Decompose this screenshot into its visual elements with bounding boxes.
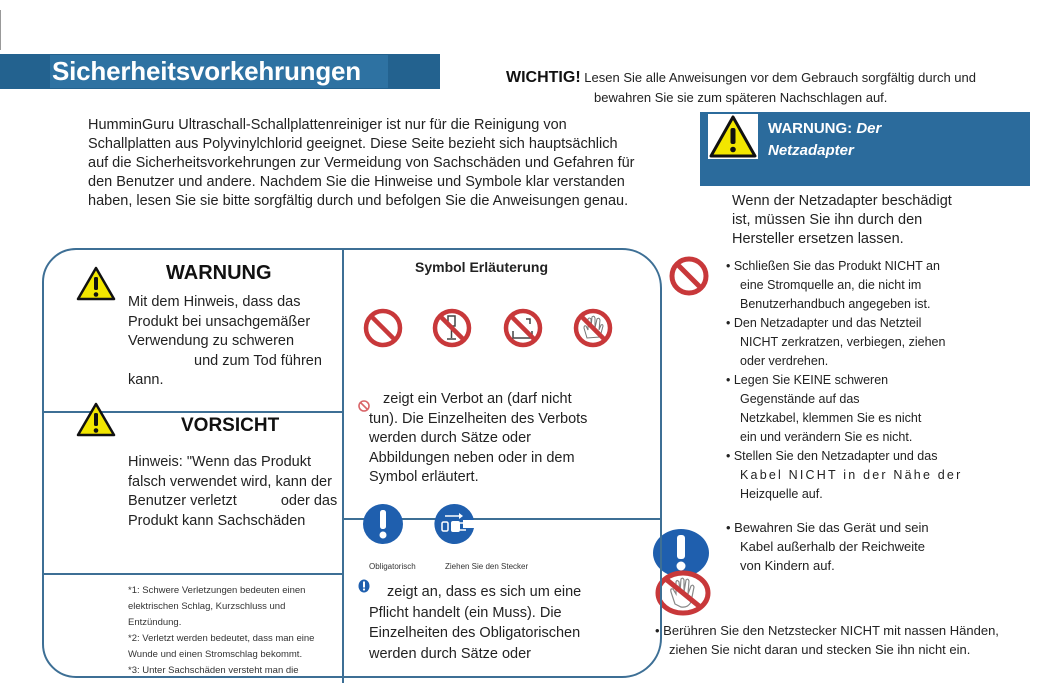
bullet-text: Heizquelle auf. [740,487,823,501]
text-line: oder das [280,493,338,509]
symbol-explanation-title: Symbol Erläuterung [415,259,549,275]
text-line: Symbol erläutert. [369,469,479,485]
footnote-line: *1: Schwere Verletzungen bedeuten einen [128,585,306,596]
text-line: Verwendung zu schweren [128,333,295,349]
intro-line: haben, lesen Sie sie bitte sorgfältig durch und befolgen Sie die Anweisungen genau. [88,193,629,209]
bullet-text: • Berühren Sie den Netzstecker NICHT mit nassen Händen, [655,623,999,638]
mandatory-icon [362,503,404,545]
unplug-icon [433,503,475,545]
important-line-1: Lesen Sie alle Anweisungen vor dem Gebrauch sorgfältig durch und [584,70,976,85]
mandatory-label: Obligatorisch [369,562,416,571]
bullet-text: • Schließen Sie das Produkt NICHT an [726,259,940,273]
text-line: Benutzer verletzt [128,493,237,509]
important-label: WICHTIG! [506,69,581,86]
intro-line: den Benutzer und andere. Nachdem Sie die Hinweise und Symbole klar verstanden [88,174,625,190]
no-disassembly-icon [431,307,473,349]
text-line: zeigt an, dass es sich um eine [387,584,582,600]
bullet-text: • Stellen Sie den Netzadapter und das [726,449,938,463]
prohibited-icon [362,307,404,349]
text-line: Wenn der Netzadapter beschädigt [732,193,952,209]
important-line-2: bewahren Sie sie zum späteren Nachschlagen auf. [594,90,888,105]
bullet-text: Benutzerhandbuch angegeben ist. [740,297,931,311]
bullet-text: • Bewahren Sie das Gerät und sein [726,520,929,535]
text-line: kann. [128,372,164,388]
bullet-text: ein und verändern Sie es nicht. [740,430,913,444]
adapter-warning-box [700,112,1030,186]
footnote-line: elektrischen Schlag, Kurzschluss und [128,601,286,612]
page-edge [0,10,1,50]
prohibited-icon [668,255,710,297]
bullet-text: Kabel NICHT in der Nähe der [740,468,963,482]
adapter-bullets-1 [726,257,962,504]
prohibition-explanation [369,390,587,488]
bullet-text: oder verdrehen. [740,354,829,368]
bullet-text: • Legen Sie KEINE schweren [726,373,889,387]
intro-line: HumminGuru Ultraschall-Schallplattenreiniger ist nur für die Reinigung von [88,117,567,133]
text-line: Hersteller ersetzen lassen. [732,231,904,247]
warnung-title: WARNUNG [166,262,272,284]
intro-line: Schallplatten aus Polyvinylchlorid geeignet. Diese Seite bezieht sich hauptsächlich [88,136,618,152]
text-line: werden durch Sätze oder [369,645,532,662]
bullet-text: von Kindern auf. [740,558,835,573]
footnote-line: Wunde und einen Stromschlag bekommt. [128,649,303,660]
adapter-warning-title-italic: Der [856,120,882,137]
bullet-text: Kabel außerhalb der Reichweite [740,539,925,554]
no-touch-icon [655,570,711,616]
text-line: Abbildungen neben oder in dem [369,449,575,466]
adapter-warning-title-italic: Netzadapter [768,142,854,159]
bullet-text: ziehen Sie nicht daran und stecken Sie ihn nicht ein. [669,642,971,657]
unplug-label: Ziehen Sie den Stecker [445,562,529,571]
vorsicht-text [128,453,337,531]
text-line: Pflicht handelt (ein Muss). Die [369,604,562,621]
text-line: ist, müssen Sie ihn durch den [732,212,923,228]
intro-paragraph [88,116,708,211]
text-line: Produkt kann Sachschäden [128,512,306,529]
panel-divider-vertical [342,249,344,683]
warnung-text [128,293,322,391]
text-line: Einzelheiten des Obligatorischen [369,625,581,641]
intro-line: auf die Sicherheitsvorkehrungen zur Vermeidung von Sachschäden und Gefahren für [88,155,635,171]
panel-divider [43,573,343,575]
text-line: Mit dem Hinweis, dass das [128,294,301,310]
vorsicht-title: VORSICHT [181,415,280,436]
caution-triangle-icon [76,402,116,438]
footnote-line: Entzündung. [128,617,182,628]
adapter-bullets-2 [726,518,929,575]
bullet-text: Gegenstände auf das [740,392,860,406]
page-title: Sicherheitsvorkehrungen [52,56,361,86]
adapter-replace-text [732,192,952,249]
bullet-text: eine Stromquelle an, die nicht im [740,278,922,292]
important-notice [506,68,976,108]
adapter-warning-title-prefix: WARNUNG: [768,120,853,137]
text-line: Hinweis: "Wenn das Produkt [128,454,311,470]
footnote-line: *2: Verletzt werden bedeutet, dass man eine [128,633,315,644]
mandatory-explanation [369,582,581,664]
bullet-text: Netzkabel, klemmen Sie es nicht [740,411,922,425]
text-line: und zum Tod führen [194,352,322,369]
no-touch-icon [572,307,614,349]
bullet-text: NICHT zerkratzen, verbiegen, ziehen [740,335,946,349]
text-line: zeigt ein Verbot an (darf nicht [383,391,572,407]
warning-triangle-icon [76,266,116,302]
text-line: falsch verwendet wird, kann der [128,473,332,490]
text-line: tun). Die Einzelheiten des Verbots [369,410,588,427]
final-bullet [655,621,999,659]
warning-triangle-icon [708,114,758,159]
text-line: werden durch Sätze oder [369,430,532,446]
no-water-icon [502,307,544,349]
bullet-text: • Den Netzadapter und das Netzteil [726,316,922,330]
footnotes [128,583,338,673]
footnote-line: *3: Unter Sachschäden versteht man die [128,665,299,673]
text-line: Produkt bei unsachgemäßer [128,313,311,330]
